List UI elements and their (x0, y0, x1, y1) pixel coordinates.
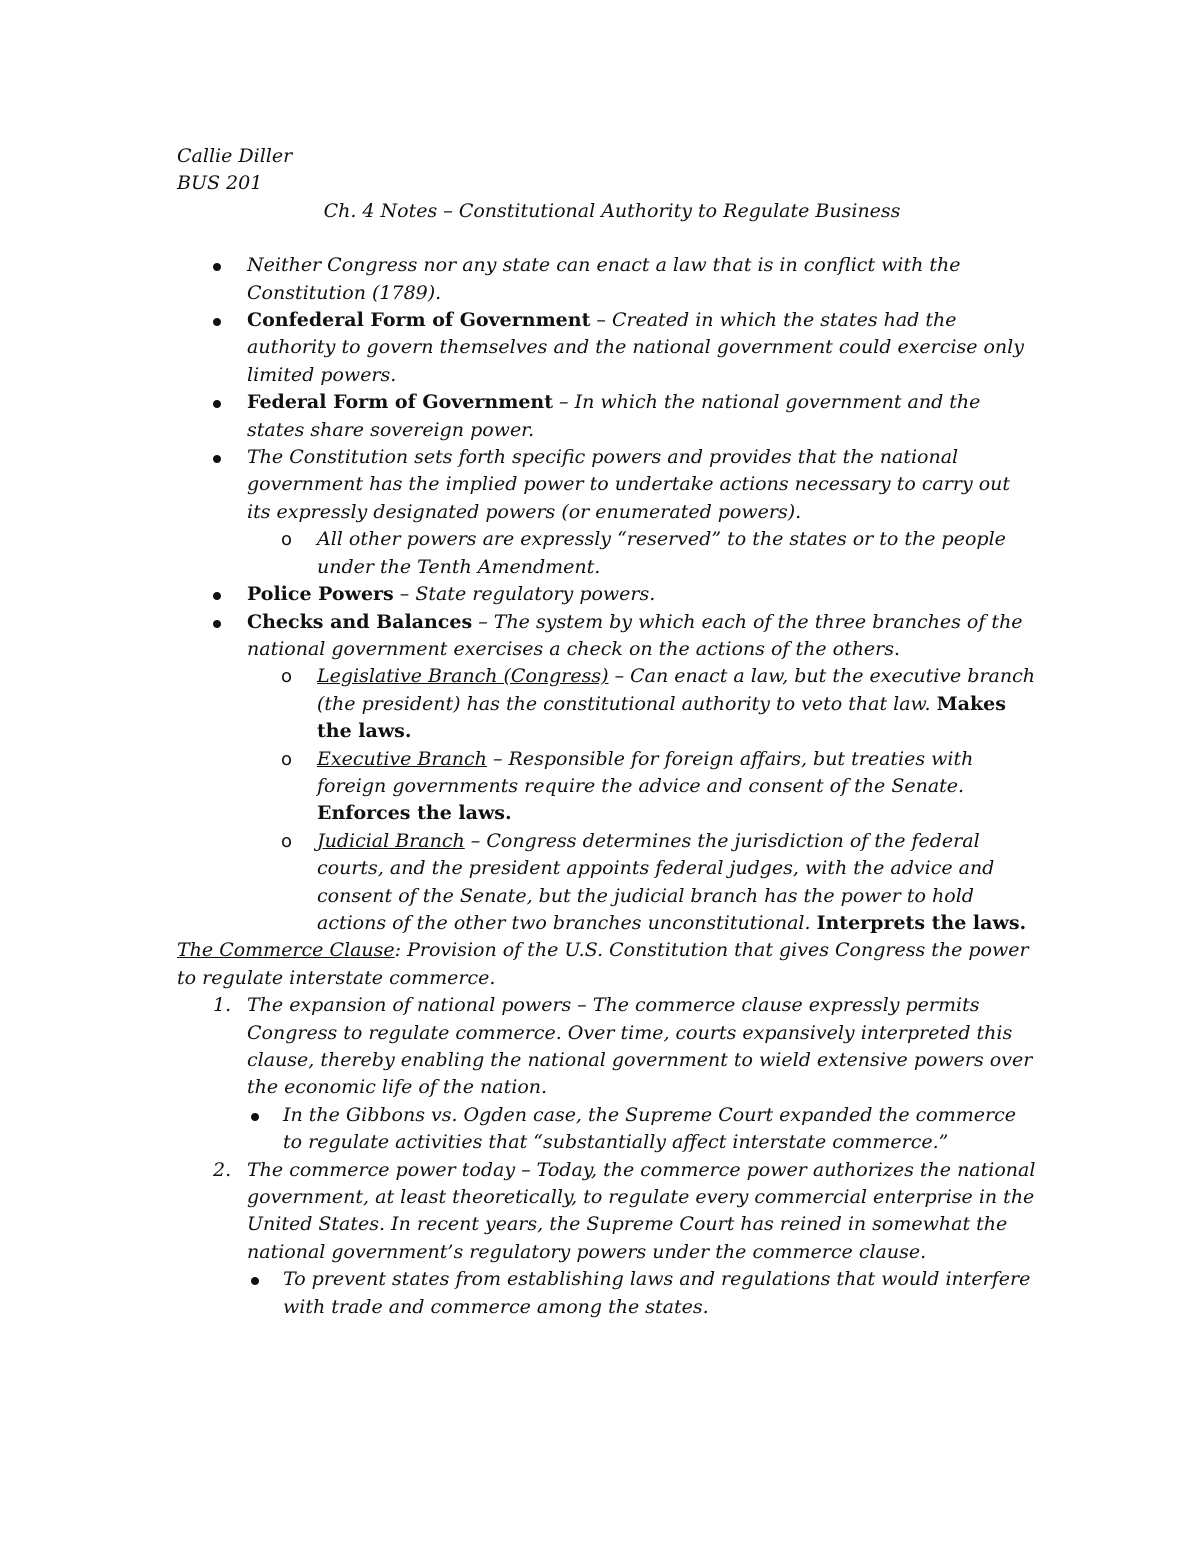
branch-name: Judicial Branch (317, 829, 465, 852)
document-page (177, 143, 1037, 1321)
circle-marker-icon: o (281, 666, 293, 688)
bullet-dot-icon (213, 455, 221, 463)
branch-item-judicial (177, 828, 1037, 938)
bullet-item (177, 609, 1037, 664)
bullet-term: Checks and Balances (247, 610, 473, 633)
bullet-text: In which the national government and the states share sovereign power. (247, 391, 981, 441)
numbered-item-text: The expansion of national powers – The commerce clause expressly permits Congress to regulate commerce. Over time, courts expansively interpreted this clause, thereby enabling the national government to wield extensive powers over the economic life of the nation. (247, 994, 1033, 1099)
numbered-sub-bullet (177, 1266, 1037, 1321)
branch-separator: – (608, 665, 631, 688)
bullet-item (177, 444, 1037, 526)
bullet-text: The system by which each of the three branches of the national government exercises a check on the actions of the others. (247, 610, 1023, 660)
bullet-item (177, 307, 1037, 389)
branch-text: Responsible for foreign affairs, but treaties with foreign governments require the advice and consent of the Senate. (317, 747, 974, 797)
bullet-item (177, 389, 1037, 444)
bullet-separator: – (472, 610, 494, 633)
branch-role: Enforces the laws. (317, 802, 512, 825)
bullet-dot-icon (213, 592, 221, 600)
bullet-text: Created in which the states had the authority to govern themselves and the national government could exercise only limited powers. (247, 309, 1024, 386)
branch-name: Executive Branch (317, 747, 487, 770)
branch-separator: – (464, 829, 487, 852)
bullet-dot-icon (213, 620, 221, 628)
branch-text: Can enact a law, but the executive branch (the president) has the constitutional authority to veto that law. (317, 665, 1035, 715)
commerce-definition: Provision of the U.S. Constitution that gives Congress the power to regulate interstate commerce. (177, 939, 1029, 989)
bullet-item (177, 581, 1037, 608)
numbered-item (177, 1157, 1037, 1267)
bullet-text: Neither Congress nor any state can enact a law that is in conflict with the Constitution (1789). (247, 254, 961, 304)
document-title: Ch. 4 Notes – Constitutional Authority to Regulate Business (323, 199, 901, 222)
commerce-colon: : (394, 939, 402, 962)
bullet-separator: – (393, 583, 416, 606)
bullet-text: State regulatory powers. (415, 583, 656, 606)
bullet-text: The Constitution sets forth specific powers and provides that the national government has the implied power to undertake actions necessary to carry out its expressly designated powers (or enumerated powers). (247, 446, 1011, 523)
numbered-sub-bullet (177, 1102, 1037, 1157)
bullet-dot-icon (213, 318, 221, 326)
circle-marker-icon: o (281, 529, 293, 551)
branch-separator: – (486, 747, 509, 770)
commerce-clause-paragraph (177, 937, 1037, 992)
circle-marker-icon: o (281, 830, 293, 852)
item-number: 1. (213, 994, 232, 1017)
bullet-dot-icon (251, 1277, 259, 1285)
branch-role: Makes the laws. (317, 692, 1006, 743)
commerce-heading: The Commerce Clause (177, 939, 395, 962)
sub-bullet-item (177, 526, 1037, 581)
branch-text: Congress determines the jurisdiction of the federal courts, and the president appoints federal judges, with the advice and consent of the Senate, but the judicial branch has the power to hold actions of the other two branches unconstitutional. (317, 829, 995, 934)
numbered-item (177, 992, 1037, 1102)
circle-marker-icon: o (281, 748, 293, 770)
numbered-item-text: The commerce power today – Today, the commerce power authorizes the national government, at least theoretically, to regulate every commercial enterprise in the United States. In recent years, the Supreme Court has reined in somewhat the national government’s regulatory powers under the commerce clause. (247, 1158, 1036, 1263)
course-code: BUS 201 (177, 172, 263, 195)
branch-name: Legislative Branch (Congress) (317, 665, 609, 688)
bullet-term: Confederal Form of Government (247, 309, 591, 332)
bullet-term: Police Powers (247, 583, 394, 606)
sub-bullet-text: All other powers are expressly “reserved” to the states or to the people under the Tenth Amendment. (317, 528, 1006, 578)
author-name: Callie Diller (177, 145, 293, 167)
numbered-sub-text: To prevent states from establishing laws and regulations that would interfere with trade and commerce among the states. (283, 1268, 1031, 1318)
branch-item-legislative (177, 663, 1037, 745)
numbered-sub-text: In the Gibbons vs. Ogden case, the Supreme Court expanded the commerce to regulate activities that “substantially affect interstate commerce.” (283, 1103, 1016, 1154)
bullet-dot-icon (213, 263, 221, 271)
bullet-separator: – (553, 391, 575, 414)
bullet-dot-icon (251, 1113, 259, 1121)
bullet-item (177, 252, 1037, 307)
branch-item-executive (177, 746, 1037, 828)
branch-role: Interprets the laws. (816, 911, 1027, 934)
bullet-separator: – (590, 309, 612, 332)
bullet-dot-icon (213, 400, 221, 408)
spacer (177, 225, 1037, 252)
item-number: 2. (213, 1158, 232, 1181)
bullet-term: Federal Form of Government (247, 391, 554, 414)
